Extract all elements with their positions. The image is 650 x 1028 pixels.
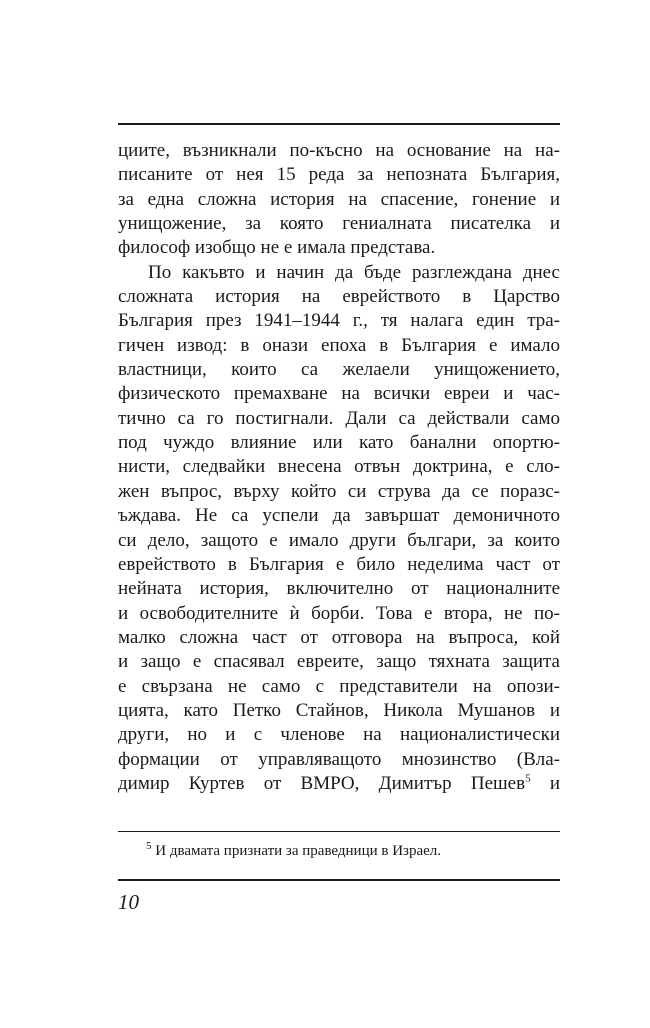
body-line: гичен извод: в онази епоха в България е имало <box>118 334 560 356</box>
top-rule <box>118 123 560 125</box>
body-line: нейната история, включително от националните <box>118 578 560 600</box>
body-line: формации от управляващото мнозинство (Вла- <box>118 748 560 770</box>
footnote-text: И двамата признати за праведници в Израел. <box>151 843 442 859</box>
body-text <box>118 139 560 796</box>
body-line: и защо е спасявал евреите, защо тяхната защита <box>118 651 560 673</box>
body-line: нисти, следвайки внесена отвън доктрина, е сло- <box>118 456 560 478</box>
page-number: 10 <box>118 890 139 914</box>
body-line-tail: и <box>530 772 560 794</box>
body-line: тично са го постигнали. Дали са действали само <box>118 407 560 429</box>
bottom-rule <box>118 879 560 881</box>
body-line: циите, възникнали по-късно на основание на на- <box>118 140 560 161</box>
body-line: цията, като Петко Стайнов, Никола Мушанов и <box>118 699 560 721</box>
body-line-with-footnote-ref <box>118 772 560 796</box>
body-line: ъждава. Не са успели да завършат демоничното <box>118 505 560 527</box>
paragraph-start-line: По какъвто и начин да бъде разглеждана днес <box>148 261 560 283</box>
body-line: е свързана не само с представители на опози- <box>118 675 560 697</box>
footnote <box>146 841 560 861</box>
body-line: други, но и с членове на националистически <box>118 724 560 746</box>
body-line: малко сложна част от отговора на въпроса, кой <box>118 626 560 648</box>
body-line-text: димир Куртев от ВМРО, Димитър Пешев <box>118 772 526 794</box>
body-line: за една сложна история на спасение, гонение и <box>118 188 560 210</box>
body-line: еврейството в България е било неделима част от <box>118 553 560 575</box>
body-line: унищожение, за която гениалната писателка и <box>118 213 560 235</box>
body-line: властници, които са желаели унищожението, <box>118 359 560 381</box>
body-line: философ изобщо не е имала представа. <box>118 237 436 259</box>
footnote-reference[interactable]: 5 <box>525 772 531 785</box>
body-line: и освободителните ѝ борби. Това е втора, не по- <box>118 602 560 624</box>
footnote-marker: 5 <box>146 840 152 852</box>
body-line: сложната история на еврейството в Царство <box>118 286 560 308</box>
body-line: жен въпрос, върху който си струва да се поразс- <box>118 480 560 502</box>
body-line: България през 1941–1944 г., тя налага един тра- <box>118 310 560 332</box>
body-line: си дело, защото е имало други българи, за които <box>118 529 560 551</box>
body-line: под чуждо влияние или като банални опортю- <box>118 432 560 454</box>
body-line: физическото премахване на всички евреи и час- <box>118 383 560 405</box>
body-line: писаните от нея 15 реда за непозната България, <box>118 164 560 186</box>
footnote-separator <box>118 831 560 832</box>
